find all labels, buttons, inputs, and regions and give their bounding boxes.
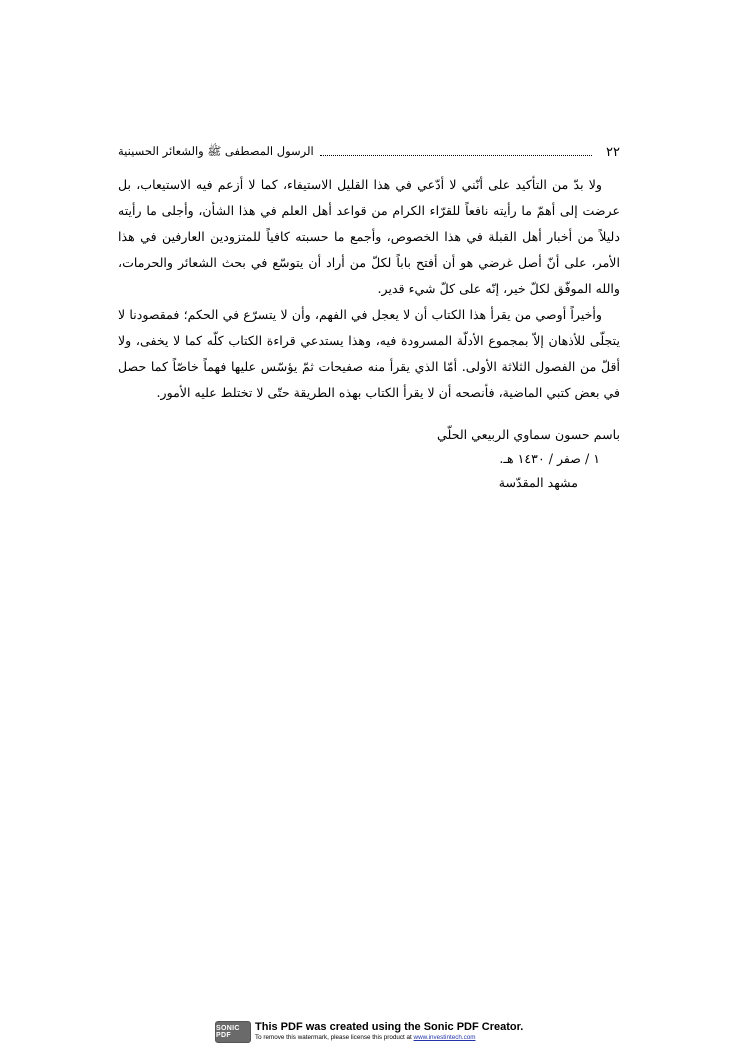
watermark-link[interactable]: www.investintech.com (413, 1034, 476, 1042)
page-number: ٢٢ (606, 144, 620, 160)
running-header (118, 142, 620, 162)
watermark-sub-prefix: To remove this watermark, please license this product at (255, 1034, 414, 1042)
watermark-main-text: This PDF was created using the Sonic PDF Creator. (255, 1021, 524, 1034)
running-header-title: الرسول المصطفى ﷺ والشعائر الحسينية (118, 143, 314, 158)
sonic-pdf-watermark (215, 1020, 523, 1044)
author-name: باسم حسون سماوي الربيعي الحلّي (437, 427, 620, 442)
watermark-sub-text (255, 1035, 523, 1041)
signature-date: ١ / صفر / ١٤٣٠ هـ. (499, 451, 600, 466)
paragraph-2: وأخيراً أوصي من يقرأ هذا الكتاب أن لا يعجل في الفهم، وأن لا يتسرّع في الحكم؛ فمقصودنا لا يتجلّى للأذهان إلاّ بمجموع الأدلّة المسرودة فيه، وهذا يستدعي قراءة الكتاب كلّه كما لا يخفى، ولا أقلّ من الفصول الثلاثة الأولى. أمّا الذي يقرأ منه صفيحات ثمّ يؤسّس عليها فهماً خاصّاً كما حصل في بعض كتبي الماضية، فأنصحه أن لا يقرأ الكتاب بهذه الطريقة حتّى لا تختلط عليه الأمور. (118, 307, 620, 400)
body-text (118, 172, 620, 406)
paragraph-1: ولا بدّ من التأكيد على أنّني لا أدّعي في هذا القليل الاستيفاء، كما لا أزعم فيه الاستيعاب، بل عرضت إلى أهمّ ما رأيته نافعاً للقرّاء الكرام من قواعد أهل العلم في هذا الشأن، وأجلى ما رأيته دليلاً من أخبار أهل القبلة في هذا الخصوص، وأجمع ما حسبته كافياً للمتزودين العارفين في هذا الأمر، على أنّ أصل غرضي هو أن أفتح باباً لكلّ من أراد أن يتوسّع في بحث الشعائر والحرمات، والله الموفّق لكلّ خير، إنّه على كلّ شيء قدير. (118, 177, 620, 296)
header-dot-leader (320, 155, 592, 156)
sonic-pdf-logo-icon: SONIC PDF (215, 1021, 251, 1043)
signature-block (118, 423, 620, 495)
signature-place: مشهد المقدّسة (498, 475, 578, 490)
